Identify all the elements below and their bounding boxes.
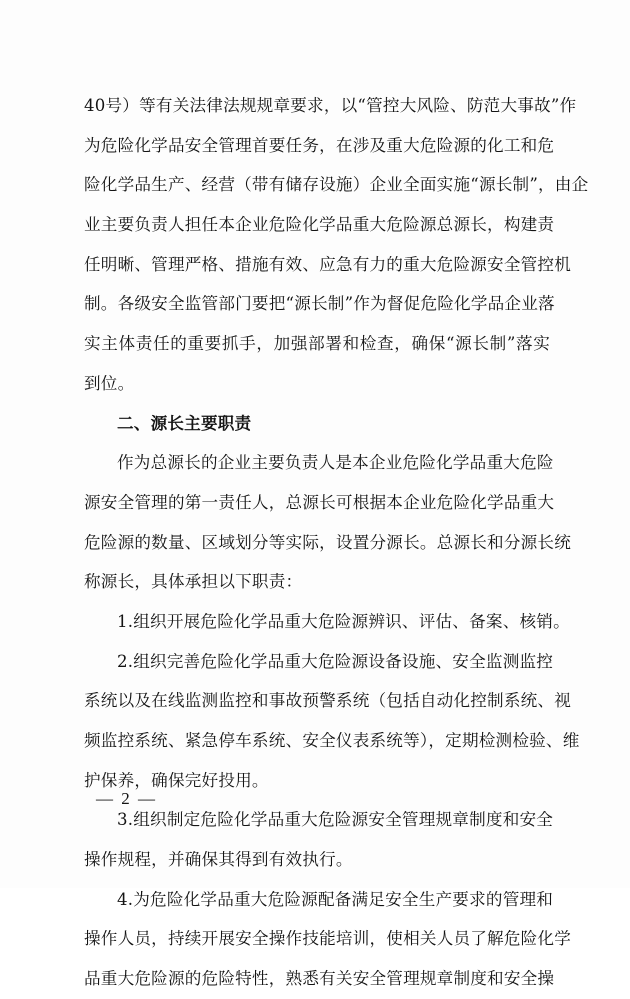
paragraph-line: 实主体责任的重要抓手，加强部署和检查，确保“源长制”落实 <box>84 334 550 354</box>
paragraph-line: 操作人员，持续开展安全操作技能培训，使相关人员了解危险化学 <box>84 929 572 949</box>
paragraph-line: 到位。 <box>84 373 135 393</box>
section-heading: 二、源长主要职责 <box>117 413 252 433</box>
paragraph-line: 作为总源长的企业主要负责人是本企业危险化学品重大危险 <box>117 453 554 473</box>
list-item: 1.组织开展危险化学品重大危险源辨识、评估、备案、核销。 <box>117 611 570 631</box>
paragraph-line: 系统以及在线监测监控和事故预警系统（包括自动化控制系统、视 <box>84 691 572 711</box>
paragraph-line: 频监控系统、紧急停车系统、安全仪表系统等），定期检测检验、维 <box>84 731 580 750</box>
paragraph-line: 源安全管理的第一责任人，总源长可根据本企业危险化学品重大 <box>84 492 555 512</box>
paragraph-line: 称源长，具体承担以下职责： <box>84 572 303 592</box>
paragraph-line: 险化学品生产、经营（带有储存设施）企业全面实施“源长制”，由企 <box>84 175 589 195</box>
paragraph-line: 品重大危险源的危险特性，熟悉有关安全管理规章制度和安全操 <box>84 969 555 989</box>
paragraph-line: 40号）等有关法律法规规章要求，以“管控大风险、防范大事故”作 <box>84 96 577 115</box>
list-item: 2.组织完善危险化学品重大危险源设备设施、安全监测监控 <box>117 651 554 671</box>
list-item: 3.组织制定危险化学品重大危险源安全管理规章制度和安全 <box>117 810 554 830</box>
paragraph-line: 为危险化学品安全管理首要任务，在涉及重大危险源的化工和危 <box>84 135 555 155</box>
page-number: — 2 — <box>96 789 157 808</box>
paragraph-line: 制。各级安全监管部门要把“源长制”作为督促危险化学品企业落 <box>84 294 555 314</box>
list-item: 4.为危险化学品重大危险源配备满足安全生产要求的管理和 <box>117 889 554 909</box>
paragraph-line: 护保养，确保完好投用。 <box>84 770 269 790</box>
paragraph-line: 任明晰、管理严格、措施有效、应急有力的重大危险源安全管控机 <box>84 254 572 274</box>
paragraph-line: 危险源的数量、区域划分等实际，设置分源长。总源长和分源长统 <box>84 532 572 552</box>
paragraph-line: 业主要负责人担任本企业危险化学品重大危险源总源长，构建责 <box>84 215 555 235</box>
document-body <box>84 86 589 999</box>
paragraph-line: 操作规程，并确保其得到有效执行。 <box>84 850 353 870</box>
